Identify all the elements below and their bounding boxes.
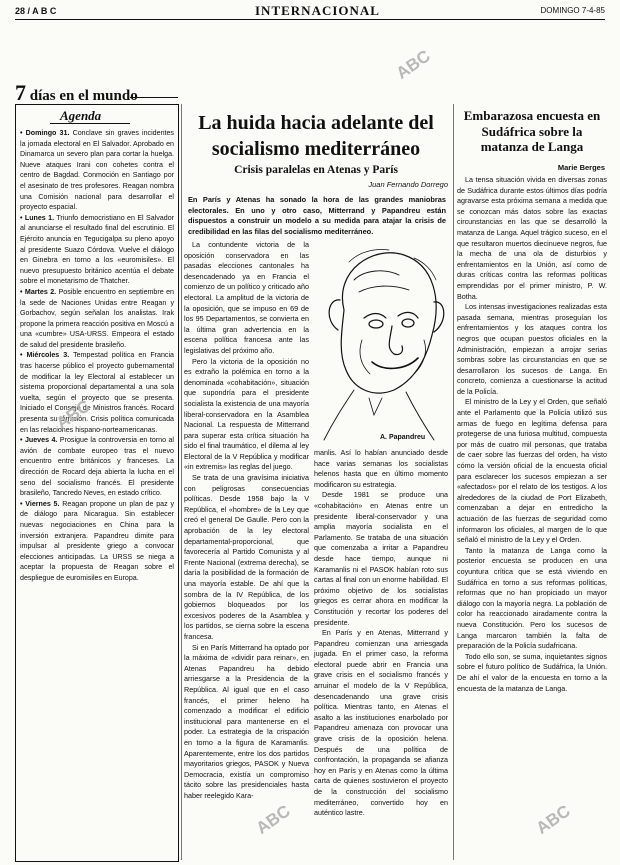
main-article-subtitle: Crisis paralelas en Atenas y París: [234, 164, 398, 176]
main-article-title: La huida hacia adelante del socialismo mediterráneo: [198, 112, 434, 160]
watermark: ABC: [252, 801, 294, 838]
paragraph: Desde 1981 se produce una «cohabitación» en Atenas entre un presidente liberal-conservador y una amplia mayoría socialista en el Parlamento. Se trataba de una situación que comenzaba a irritar a Papandreu desde hace tiempo, aunque ni Karamanlis ni el PASOK habían roto sus cartas al final con un enorme habilidad. El próximo objetivo de los socialistas griegos es cerrar ahora en modificar la Constitución y recortar los poderes del presidente.: [314, 490, 448, 627]
agenda-entry: • Martes 2. Posible encuentro en septiembre en la sede de Naciones Unidas entre Reagan y Gorbachov, según señalan los analistas. Irak propone la primera reacción positiva en Moscú a una «cumbre» USA-URSS. Empeora el estado de salud del presidente brasileño.: [20, 287, 174, 349]
watermark: ABC: [532, 801, 574, 838]
watermark: ABC: [392, 46, 434, 83]
page-number: 28 / A B C: [15, 6, 57, 16]
main-article-column-a: [184, 240, 309, 801]
paragraph: Todo ello son, se suma, inquietantes signos sobre el futuro político de Sudáfrica, la Unión. De ahí el valor de la encuesta en torno a la encuesta de la matanza de Langa.: [457, 651, 607, 693]
agenda-entry: • Lunes 1. Triunfo democristiano en El Salvador al anunciarse el resultado final del escrutinio. El Ejército anuncia en Tegucigalpa su pleno apoyo al presidente Suazo Córdova. Vuelve el diálogo en Ginebra en torno a los «euromisiles». El nuevo presupuesto británico acentúa el debate sobre el monetarismo de Thatcher.: [20, 213, 175, 286]
page-header: [15, 3, 605, 20]
paragraph: Si en París Mitterrand ha optado por la máxima de «dividir para reinar», en Atenas Papandreu ha debido arriesgarse a la Presidencia de la República. Al igual que en el caso francés, el primer heleno ha comenzado a modificar el edificio institucional para mantenerse en el poder. La estrategia de la crispación en torno a la figura de Karamanlis. Aparentemente, entre los dos partidos mayoritarios griegos, PASOK y Nueva Democracia, existía un compromiso tácito sobre las presidenciales hasta haber reelegido Kara-: [184, 642, 309, 800]
main-article-lead: En París y Atenas ha sonado la hora de las grandes maniobras electorales. En uno y otro caso, Mitterrand y Papandreu están dispuestos a construir un modelo a su medida para atajar la crisis de credibilidad en las filas del socialismo mediterráneo.: [188, 195, 446, 236]
right-article-author: Marie Berges: [557, 163, 605, 172]
paragraph: El ministro de la Ley y el Orden, que señaló ante el Parlamento que la Policía utilizó sus armas de fuego en legítima defensa para protegerse de una furiosa multitud, compuesta por más de cuatro mil personas, que trataba de caer sobre las fuerzas del orden, ha visto cómo la versión oficial de la encuesta oficial para esclarecer los sucesos empiezan a ser «afectados» por el relato de los testigos. A los alrededores de la ciudad de Port Elizabeth, comenzaban a dejar en entredicho la actuación de las fuerzas de seguridad como informaron los oficiales, al margen de lo que señaló el ministro de la Ley y el Orden.: [457, 397, 607, 545]
caricature-illustration: [314, 240, 448, 445]
agenda-title: Agenda: [60, 108, 102, 123]
agenda-entry: • Miércoles 3. Tempestad política en Francia tras hacerse público el proyecto gubernamental de modificar la ley Electoral al establecer un sistema proporcional departamental a una sola vuelta, según el proyecto que se presenta. Iniciado el Consejo de Ministros francés. Rocard presenta su dimisión. Crisis política comunicada en las relaciones hispano-norteamericanas.: [20, 351, 174, 434]
section-title: INTERNACIONAL: [255, 3, 380, 18]
agenda-entry: • Domingo 31. Conclave sin graves incidentes la jornada electoral en El Salvador. Aprobado en Dinamarca un severo plan para cortar la huelga. Nueve ataques Irani con cohetes contra el centro de Bagdad. Conmoción en Santiago por el asesinato de tres profesores. Reagan nombra una Comisión nacional para desarrollar el proyecto espacial.: [20, 129, 174, 212]
main-article-column-b: [314, 448, 448, 819]
paragraph: manlis. Así lo habían anunciado desde hace varias semanas los socialistas helenos hasta que en último momento modificaron su estrategia.: [314, 448, 448, 489]
right-article-body: [457, 175, 607, 694]
paragraph: Tanto la matanza de Langa como la posterior encuesta se producen en una coyuntura crítica que se está viviendo en Sudáfrica en torno a sus reformas políticas, reformas que no han propiciado un mayor diálogo con la mayoría negra. La población de color ha reaccionado airadamente contra la nueva Constitución. Pero los sucesos de Langa marcaron también la falta de preparación de la Policía sudafricana.: [457, 545, 607, 651]
kicker-rule: [130, 97, 178, 98]
watermark: ABC: [52, 396, 94, 433]
kicker-number: 7: [15, 80, 26, 105]
issue-date: DOMINGO 7-4-85: [540, 6, 605, 15]
paragraph: Se trata de una gravísima iniciativa con peligrosas consecuencias políticas. Desde 1958 bajo la V República, el «hombre» de la Ley que creó el general De Gaulle. Pero con la aprobación de la ley electoral departamental-proporcional, que favorecería al Partido Comunista y al Frente Nacional (extrema derecha), se daría la posibilidad de la formación de una mayoría estable. De ahí que la sombra de la IV República, de los gobiernos bloqueados por los excesivos poderes de la Asamblea y los partidos, se cierna sobre la escena francesa.: [184, 473, 309, 641]
illustration-caption: A. Papandreu: [380, 434, 426, 441]
main-article-author: Juan Fernando Dorrego: [368, 180, 448, 189]
paragraph: Los intensas investigaciones realizadas esta pasada semana, mientras proseguían los enfrentamientos y los ataques contra los negros que ocupan puestos oficiales en la Administración, empiezan a arrojar serias sombras sobre las circunstancias en que se desarrollaron los sucesos de Langa. En concreto, comienza a cuestionarse la actitud de la Policía.: [457, 302, 607, 396]
column-divider: [181, 104, 182, 860]
agenda-body: [20, 128, 174, 584]
paragraph: En París y en Atenas, Mitterrand y Papandreu comienzan una arriesgada jugada. En el primer caso, la reforma electoral puede abrir en Francia una grave crisis en el socialismo francés y arruinar el modelo de la V República, desencadenando una grave crisis política. Mientras tanto, en Atenas el asalto a las instituciones enarbolado por Papandreu amenaza con provocar una grave crisis de la oposición helena. Después de una política de confrontación, la propaganda se afianza hoy en París y en Atenas como la última carta de quienes sostuvieron el proyecto de la construcción del socialismo mediterráneo, convertido hoy en auténtico lastre.: [314, 628, 448, 818]
paragraph: La contundente victoria de la oposición conservadora en las pasadas elecciones cantonales ha desencadenado ya en Francia el comienzo de un político y criticado año electoral. La amplitud de la victoria de la oposición, que se impuso en 69 de los 95 Departamentos, se convierta en la última gran advertencia en la escena política francesa ante las legislativas del próximo año.: [184, 240, 309, 355]
agenda-entry: • Viernes 5. Reagan propone un plan de paz y de diálogo para Nicaragua. Sin establecer nuevas negociaciones en China para la inversión extranjera. Papandreu dimite para impulsar al presidente griego a convocar elecciones anticipadas. La URSS se niega a aceptar la propuesta de Reagan sobre el despliegue de euromisiles en Europa.: [20, 499, 174, 582]
paragraph: Pero la victoria de la oposición no es extraño la polémica en torno a la denominada «cohabitación», situación que supondría para el presidente socialista la existencia de una mayoría liberal-conservadora en la Asamblea Nacional. La respuesta de Mitterrand para superar esta crítica situación ha sido el final traumático, el dilema al ley Electoral de la V República y modificar «in extremis» las reglas del juego.: [184, 356, 309, 472]
sidebar-kicker: [15, 80, 138, 106]
column-divider: [453, 104, 454, 860]
kicker-text: días en el mundo: [29, 88, 138, 104]
agenda-title-rule: [50, 123, 130, 124]
agenda-entry: • Jueves 4. Prosigue la controversia en torno al avión de combate europeo tras el nuevo encuentro entre británicos y franceses. La dirección de Rocard deja abierta la lucha en el seno del socialismo francés. El presidente brasileño, Tancredo Neves, en estado crítico.: [20, 436, 175, 498]
paragraph: La tensa situación vivida en diversas zonas de Sudáfrica durante estos últimos días podría agravarse esta próxima semana a medida que se conozcan más datos sobre las exactas circunstancias en las que se desarrolló la matanza de Langa. Aquel trágico suceso, en el que resultaron muertos diecinueve negros, fue la mecha de una ola de disturbios y enfrentamientos en la Unión, así como de duras críticas contra las reformas políticas emprendidas por el primer ministro, P. W. Botha.: [457, 175, 607, 301]
right-article-title: Embarazosa encuesta en Sudáfrica sobre la matanza de Langa: [463, 108, 601, 154]
